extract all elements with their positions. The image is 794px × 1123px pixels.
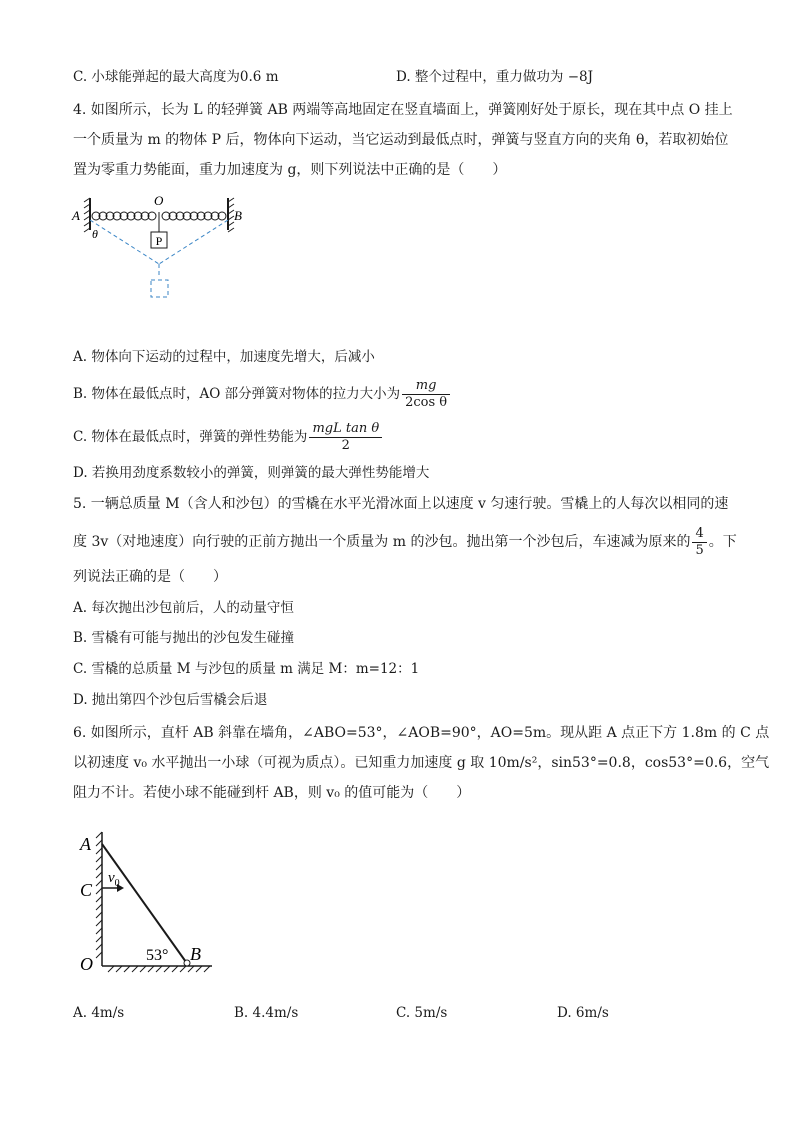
q6-wall-hatch (96, 832, 102, 958)
q4-option-b-numerator: mg (402, 378, 450, 395)
q6-option-d: D. 6m/s (557, 1005, 609, 1021)
q4-label-b: B (234, 208, 242, 223)
q4-option-c (73, 420, 384, 454)
q4-spring-figure (70, 190, 250, 305)
q6-label-a: A (80, 834, 91, 854)
q5-fraction (692, 526, 706, 559)
q5-option-c: C. 雪橇的总质量 M 与沙包的质量 m 满足 M：m=12：1 (73, 661, 420, 677)
q6-label-v0 (108, 870, 120, 889)
q6-label-o: O (80, 954, 93, 974)
q4-option-c-denominator: 2 (341, 438, 350, 453)
q4-label-a: A (72, 208, 80, 223)
q4-label-theta: θ (92, 227, 98, 241)
q5-stem-line-1: 5. 一辆总质量 M（含人和沙包）的雪橇在水平光滑冰面上以速度 v 匀速行驶。雪橇上的人每次以相同的速 (73, 496, 729, 512)
q4-option-b-denominator: 2cos θ (405, 395, 448, 410)
q4-stem-line-1: 4. 如图所示，长为 L 的轻弹簧 AB 两端等高地固定在竖直墙面上，弹簧刚好处于原长，现在其中点 O 挂上 (73, 102, 733, 118)
q6-stem-line-2: 以初速度 v₀ 水平抛出一小球（可视为质点）。已知重力加速度 g 取 10m/s²，sin53°=0.8，cos53°=0.6，空气 (73, 755, 770, 771)
q4-option-b-fraction (402, 378, 450, 411)
q6-option-c: C. 5m/s (396, 1005, 448, 1021)
q5-fraction-numerator: 4 (692, 526, 706, 543)
q4-option-c-fraction (309, 421, 382, 454)
q4-label-o: O (154, 193, 164, 208)
q5-stem-line-2-suffix: 。下 (708, 534, 737, 550)
q5-option-a: A. 每次抛出沙包前后，人的动量守恒 (73, 600, 294, 616)
q6-label-c: C (80, 880, 93, 900)
q6-option-a: A. 4m/s (73, 1005, 125, 1021)
q5-option-b: B. 雪橇有可能与抛出的沙包发生碰撞 (73, 630, 295, 646)
q6-stem-line-3: 阻力不计。若使小球不能碰到杆 AB，则 v₀ 的值可能为（ ） (73, 785, 471, 801)
q6-stem-line-1: 6. 如图所示，直杆 AB 斜靠在墙角，∠ABO=53°，∠AOB=90°，AO=5m。现从距 A 点正下方 1.8m 的 C 点 (73, 725, 770, 741)
q4-option-c-numerator: mgL tan θ (309, 421, 382, 438)
q4-option-d: D. 若换用劲度系数较小的弹簧，则弹簧的最大弹性势能增大 (73, 465, 430, 481)
q4-option-c-text: C. 物体在最低点时，弹簧的弹性势能为 (73, 429, 308, 445)
q5-stem-line-2 (73, 522, 737, 562)
q6-label-b: B (190, 944, 201, 964)
q5-stem-line-2-text: 度 3v（对地速度）向行驶的正前方抛出一个质量为 m 的沙包。抛出第一个沙包后，车速减为原来的 (73, 534, 691, 550)
q6-label-angle: 53° (146, 947, 169, 964)
q6-rod-figure (72, 824, 222, 974)
q6-label-v-subscript: 0 (114, 878, 120, 889)
q3-option-c: C. 小球能弹起的最大高度为0.6 m (73, 69, 279, 85)
q5-stem-line-3: 列说法正确的是（ ） (73, 569, 227, 585)
q4-stem-line-3: 置为零重力势能面，重力加速度为 g，则下列说法中正确的是（ ） (73, 162, 507, 178)
q4-stem-line-2: 一个质量为 m 的物体 P 后，物体向下运动，当它运动到最低点时，弹簧与竖直方向的夹角 θ，若取初始位 (73, 132, 729, 148)
q4-label-p: P (155, 234, 163, 248)
q4-option-b-text: B. 物体在最低点时，AO 部分弹簧对物体的拉力大小为 (73, 386, 401, 402)
q6-rod-ab (102, 844, 186, 962)
q6-label-v: v (108, 870, 115, 886)
q6-ground-hatch (108, 966, 210, 972)
q4-option-b (73, 377, 452, 411)
q6-option-b: B. 4.4m/s (234, 1005, 299, 1021)
q5-fraction-denominator: 5 (695, 542, 704, 558)
q4-option-a: A. 物体向下运动的过程中，加速度先增大，后减小 (73, 349, 375, 365)
q5-option-d: D. 抛出第四个沙包后雪橇会后退 (73, 692, 268, 708)
q3-option-d: D. 整个过程中，重力做功为 −8J (396, 69, 594, 85)
